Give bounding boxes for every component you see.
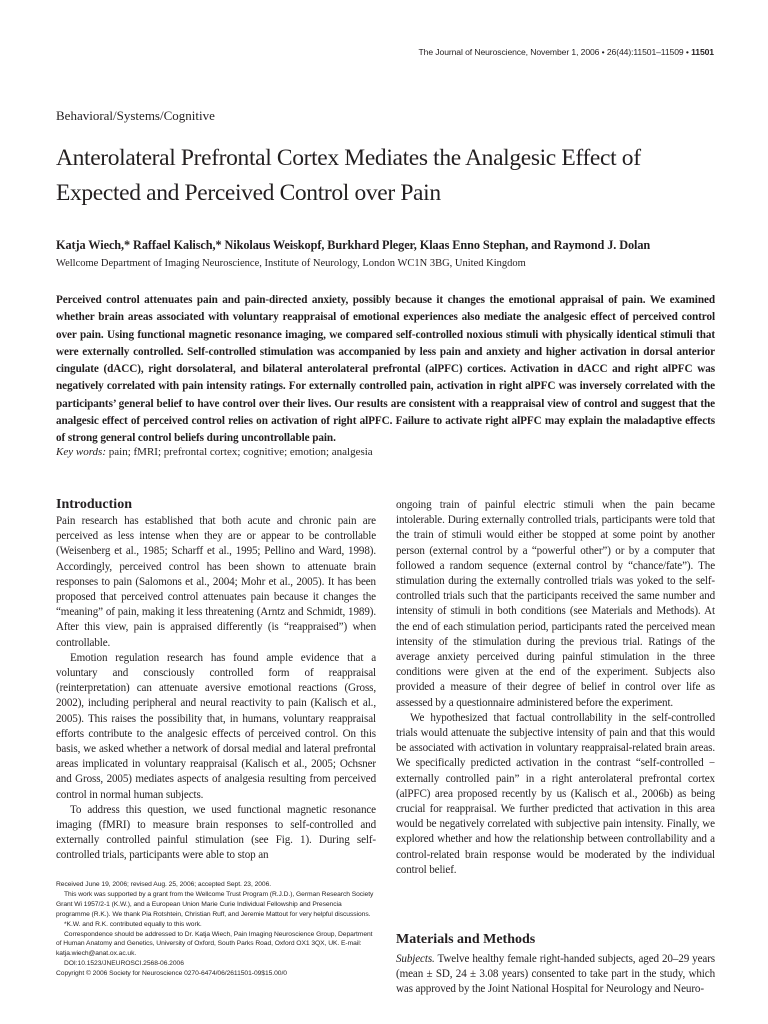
keywords (56, 446, 716, 458)
subjects-text: Twelve healthy female right-handed subjects, aged 20–29 years (mean ± SD, 24 ± 3.08 years) consented to take part in the study, which was approved by the Joint National Hospital for Neurology and Neuro- (396, 953, 715, 996)
introduction-heading: Introduction (56, 497, 132, 512)
footnotes (56, 880, 376, 979)
intro-paragraph: We hypothesized that factual controllability in the self-controlled trials would attenuate the subjective intensity of pain and that this would be associated with activation in voluntary reappraisal-related brain areas. We specifically predicted activation in the contrast “self-controlled − externally controlled pain” in a right anterolateral prefrontal cortex (alPFC) area proposed recently by us (Kalisch et al., 2006b) as being crucial for reappraisal. We further predicted that activation in this area would be negatively correlated with subjective pain intensity. Finally, we explored whether and how the relationship between controllability and a control-related brain response would be moderated by the individual control belief. (396, 711, 715, 876)
left-column (56, 514, 376, 864)
footnote-doi: DOI:10.1523/JNEUROSCI.2568-06.2006 (64, 960, 184, 968)
subjects-label: Subjects. (396, 953, 435, 965)
subjects-paragraph (396, 952, 715, 998)
footnote-copyright: Copyright © 2006 Society for Neuroscience 0270-6474/06/2611501-09$15.00/0 (56, 970, 287, 978)
methods-heading: Materials and Methods (396, 932, 536, 947)
article-title: Anterolateral Prefrontal Cortex Mediates the Analgesic Effect of Expected and Perceived Control over Pain (56, 145, 641, 206)
footnote-equal-contribution: *K.W. and R.K. contributed equally to this work. (64, 920, 202, 928)
running-header-text: The Journal of Neuroscience, November 1, 2006 • 26(44):11501–11509 • (418, 47, 692, 57)
author-list: Katja Wiech,* Raffael Kalisch,* Nikolaus Weiskopf, Burkhard Pleger, Klaas Enno Stephan, and Raymond J. Dolan (56, 238, 651, 252)
footnote-correspondence: Correspondence should be addressed to Dr. Katja Wiech, Pain Imaging Neuroscience Group, Department of Human Anatomy and Genetics, University of Oxford, South Parks Road, Oxford OX1 3QX, UK. E-mail: katja.wiech@anat.ox.ac.uk. (56, 930, 373, 958)
affiliation: Wellcome Department of Imaging Neuroscience, Institute of Neurology, London WC1N 3BG, United Kingdom (56, 258, 526, 269)
intro-paragraph: Emotion regulation research has found ample evidence that a voluntary and consciously controlled form of reappraisal (reinterpretation) can attenuate aversive emotional reactions (Gross, 2002), including peripheral and neural reactivity to pain (Kalisch et al., 2005). This raises the possibility that, in humans, voluntary reappraisal efforts contribute to the analgesic effects of perceived control. On this basis, we asked whether a network of dorsal medial and lateral prefrontal areas implicated in voluntary reappraisal (Kalisch et al., 2005; Ochsner and Gross, 2005) mediates aspects of analgesia resulting from perceived control in normal human subjects. (56, 651, 376, 801)
keywords-label: Key words: (56, 446, 107, 458)
intro-paragraph: Pain research has established that both acute and chronic pain are perceived as less intense when they are or appear to be controllable (Weisenberg et al., 1985; Scharff et al., 1995; Pellino and Ward, 1998). Accordingly, perceived control has been shown to attenuate brain responses to pain (Salomons et al., 2004; Mohr et al., 2005). It has been proposed that perceived control attenuates pain because it changes the “meaning” of pain, making it less threatening (Arntz and Schmidt, 1989). After this view, pain is appraised differently (is “reappraised”) when controllable. (56, 515, 376, 649)
footnote-received: Received June 19, 2006; revised Aug. 25, 2006; accepted Sept. 23, 2006. (56, 881, 272, 888)
right-column (396, 498, 715, 878)
page-number: 11501 (691, 47, 714, 57)
intro-paragraph: To address this question, we used functional magnetic resonance imaging (fMRI) to measure brain responses to self-controlled and externally controlled painful stimulation (see Fig. 1). During self-controlled trials, participants were able to stop an (56, 803, 376, 862)
keywords-text: pain; fMRI; prefrontal cortex; cognitive; emotion; analgesia (106, 446, 373, 458)
footnote-funding: This work was supported by a grant from the Wellcome Trust Program (R.J.D.), German Research Society Grant Wi 1957/2-1 (K.W.), and a European Union Marie Curie Individual Fellowship and Presencia programme (R.K.). We thank Pia Rotshtein, Christian Ruff, and Jeremie Mattout for very helpful discussions. (56, 890, 374, 918)
intro-paragraph: ongoing train of painful electric stimuli when the pain became intolerable. During externally controlled trials, participants were told that the train of stimuli would either be stopped at some point by another person (external control by a “powerful other”) or by a computer that followed a random sequence (external control by “chance/fate”). The stimulation during the externally controlled trials was yoked to the self-controlled trials such that the participants received the same number and intensity of stimuli in both conditions (see Materials and Methods). At the end of each stimulation period, participants rated the perceived mean intensity of the stimulation during the previous trial. Ratings of the average anxiety perceived during painful stimulation in the three conditions were given at the end of the experiment. Subjects also provided a measure of their degree of belief in control over life as assessed by a questionnaire administered before the experiment. (396, 499, 715, 709)
running-header (370, 47, 714, 57)
section-label: Behavioral/Systems/Cognitive (56, 108, 215, 123)
abstract: Perceived control attenuates pain and pain-directed anxiety, possibly because it changes the emotional appraisal of pain. We examined whether brain areas associated with voluntary reappraisal of emotional experiences also mediate the analgesic effect of perceived control over pain. Using functional magnetic resonance imaging, we compared self-controlled noxious stimuli with physically identical stimuli that were externally controlled. Self-controlled stimulation was accompanied by less pain and anxiety and higher activation in dorsal anterior cingulate (dACC), right dorsolateral, and bilateral anterolateral prefrontal (alPFC) cortices. Activation in dACC and right alPFC was negatively correlated with pain intensity ratings. For externally controlled pain, activation in right alPFC was inversely correlated with the participants’ general belief to have control over their lives. Our results are consistent with a reappraisal view of control and suggest that the analgesic effect of perceived control relies on activation of right alPFC. Failure to activate right alPFC may explain the maladaptive effects of strong general control beliefs during uncontrollable pain. (56, 294, 715, 445)
